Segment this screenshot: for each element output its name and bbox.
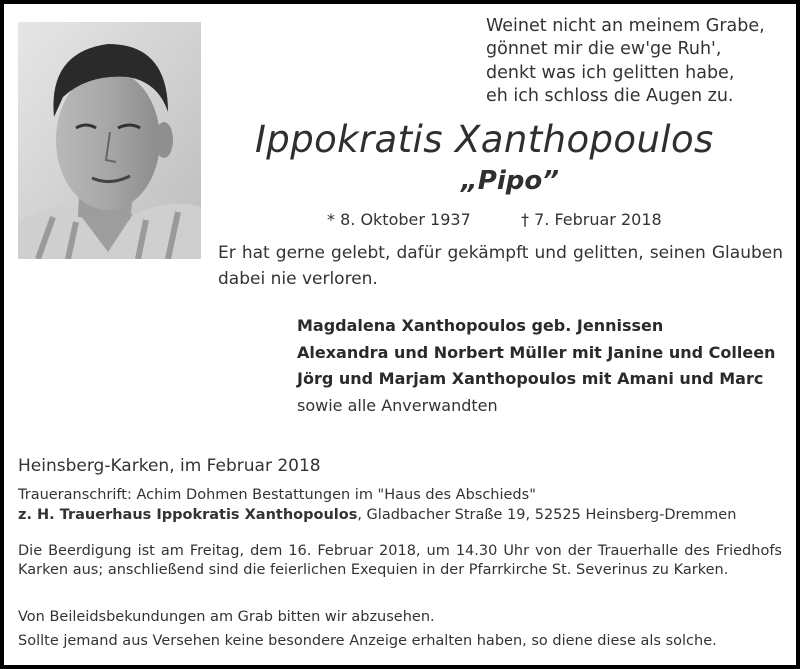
address-line-2 <box>18 505 736 525</box>
mourners-list <box>297 313 775 419</box>
deceased-name: Ippokratis Xanthopoulos <box>255 118 714 161</box>
poem <box>486 15 765 108</box>
mourner-others: sowie alle Anverwandten <box>297 395 498 415</box>
address-house-name: z. H. Trauerhaus Ippokratis Xanthopoulos <box>18 507 358 523</box>
birth-date: * 8. Oktober 1937 <box>327 210 471 229</box>
poem-line: Weinet nicht an meinem Grabe, <box>486 16 765 36</box>
poem-line: eh ich schloss die Augen zu. <box>486 85 734 106</box>
poem-line: denkt was ich gelitten habe, <box>486 62 735 83</box>
poem-line: gönnet mir die ew'ge Ruh', <box>486 39 722 60</box>
funeral-info: Die Beerdigung ist am Freitag, dem 16. Februar 2018, um 14.30 Uhr von der Trauerhalle des Friedhofs Karken aus; anschließend sind die feierlichen Exequien in der Pfarrkirche St. Severinus zu Karken. <box>18 543 782 578</box>
motto-text: Er hat gerne gelebt, dafür gekämpft und gelitten, seinen Glauben dabei nie verloren. <box>218 243 783 289</box>
portrait-photo <box>18 22 201 259</box>
notice-note: Sollte jemand aus Versehen keine besondere Anzeige erhalten haben, so diene diese als solche. <box>18 633 717 649</box>
address-line-1: Traueranschrift: Achim Dohmen Bestattungen im "Haus des Abschieds" <box>18 487 536 503</box>
place-date: Heinsberg-Karken, im Februar 2018 <box>18 456 321 476</box>
mourning-address <box>18 485 736 525</box>
death-date: † 7. Februar 2018 <box>521 210 662 229</box>
mourner-line: Magdalena Xanthopoulos geb. Jennissen <box>297 316 664 335</box>
mourner-line: Alexandra und Norbert Müller mit Janine und Colleen <box>297 342 776 362</box>
mourner-line: Jörg und Marjam Xanthopoulos mit Amani und Marc <box>297 369 764 388</box>
condolence-note: Von Beileidsbekundungen am Grab bitten wir abzusehen. <box>18 609 435 625</box>
deceased-nickname: „Pipo” <box>461 166 559 196</box>
address-street: , Gladbacher Straße 19, 52525 Heinsberg-Dremmen <box>357 507 737 523</box>
